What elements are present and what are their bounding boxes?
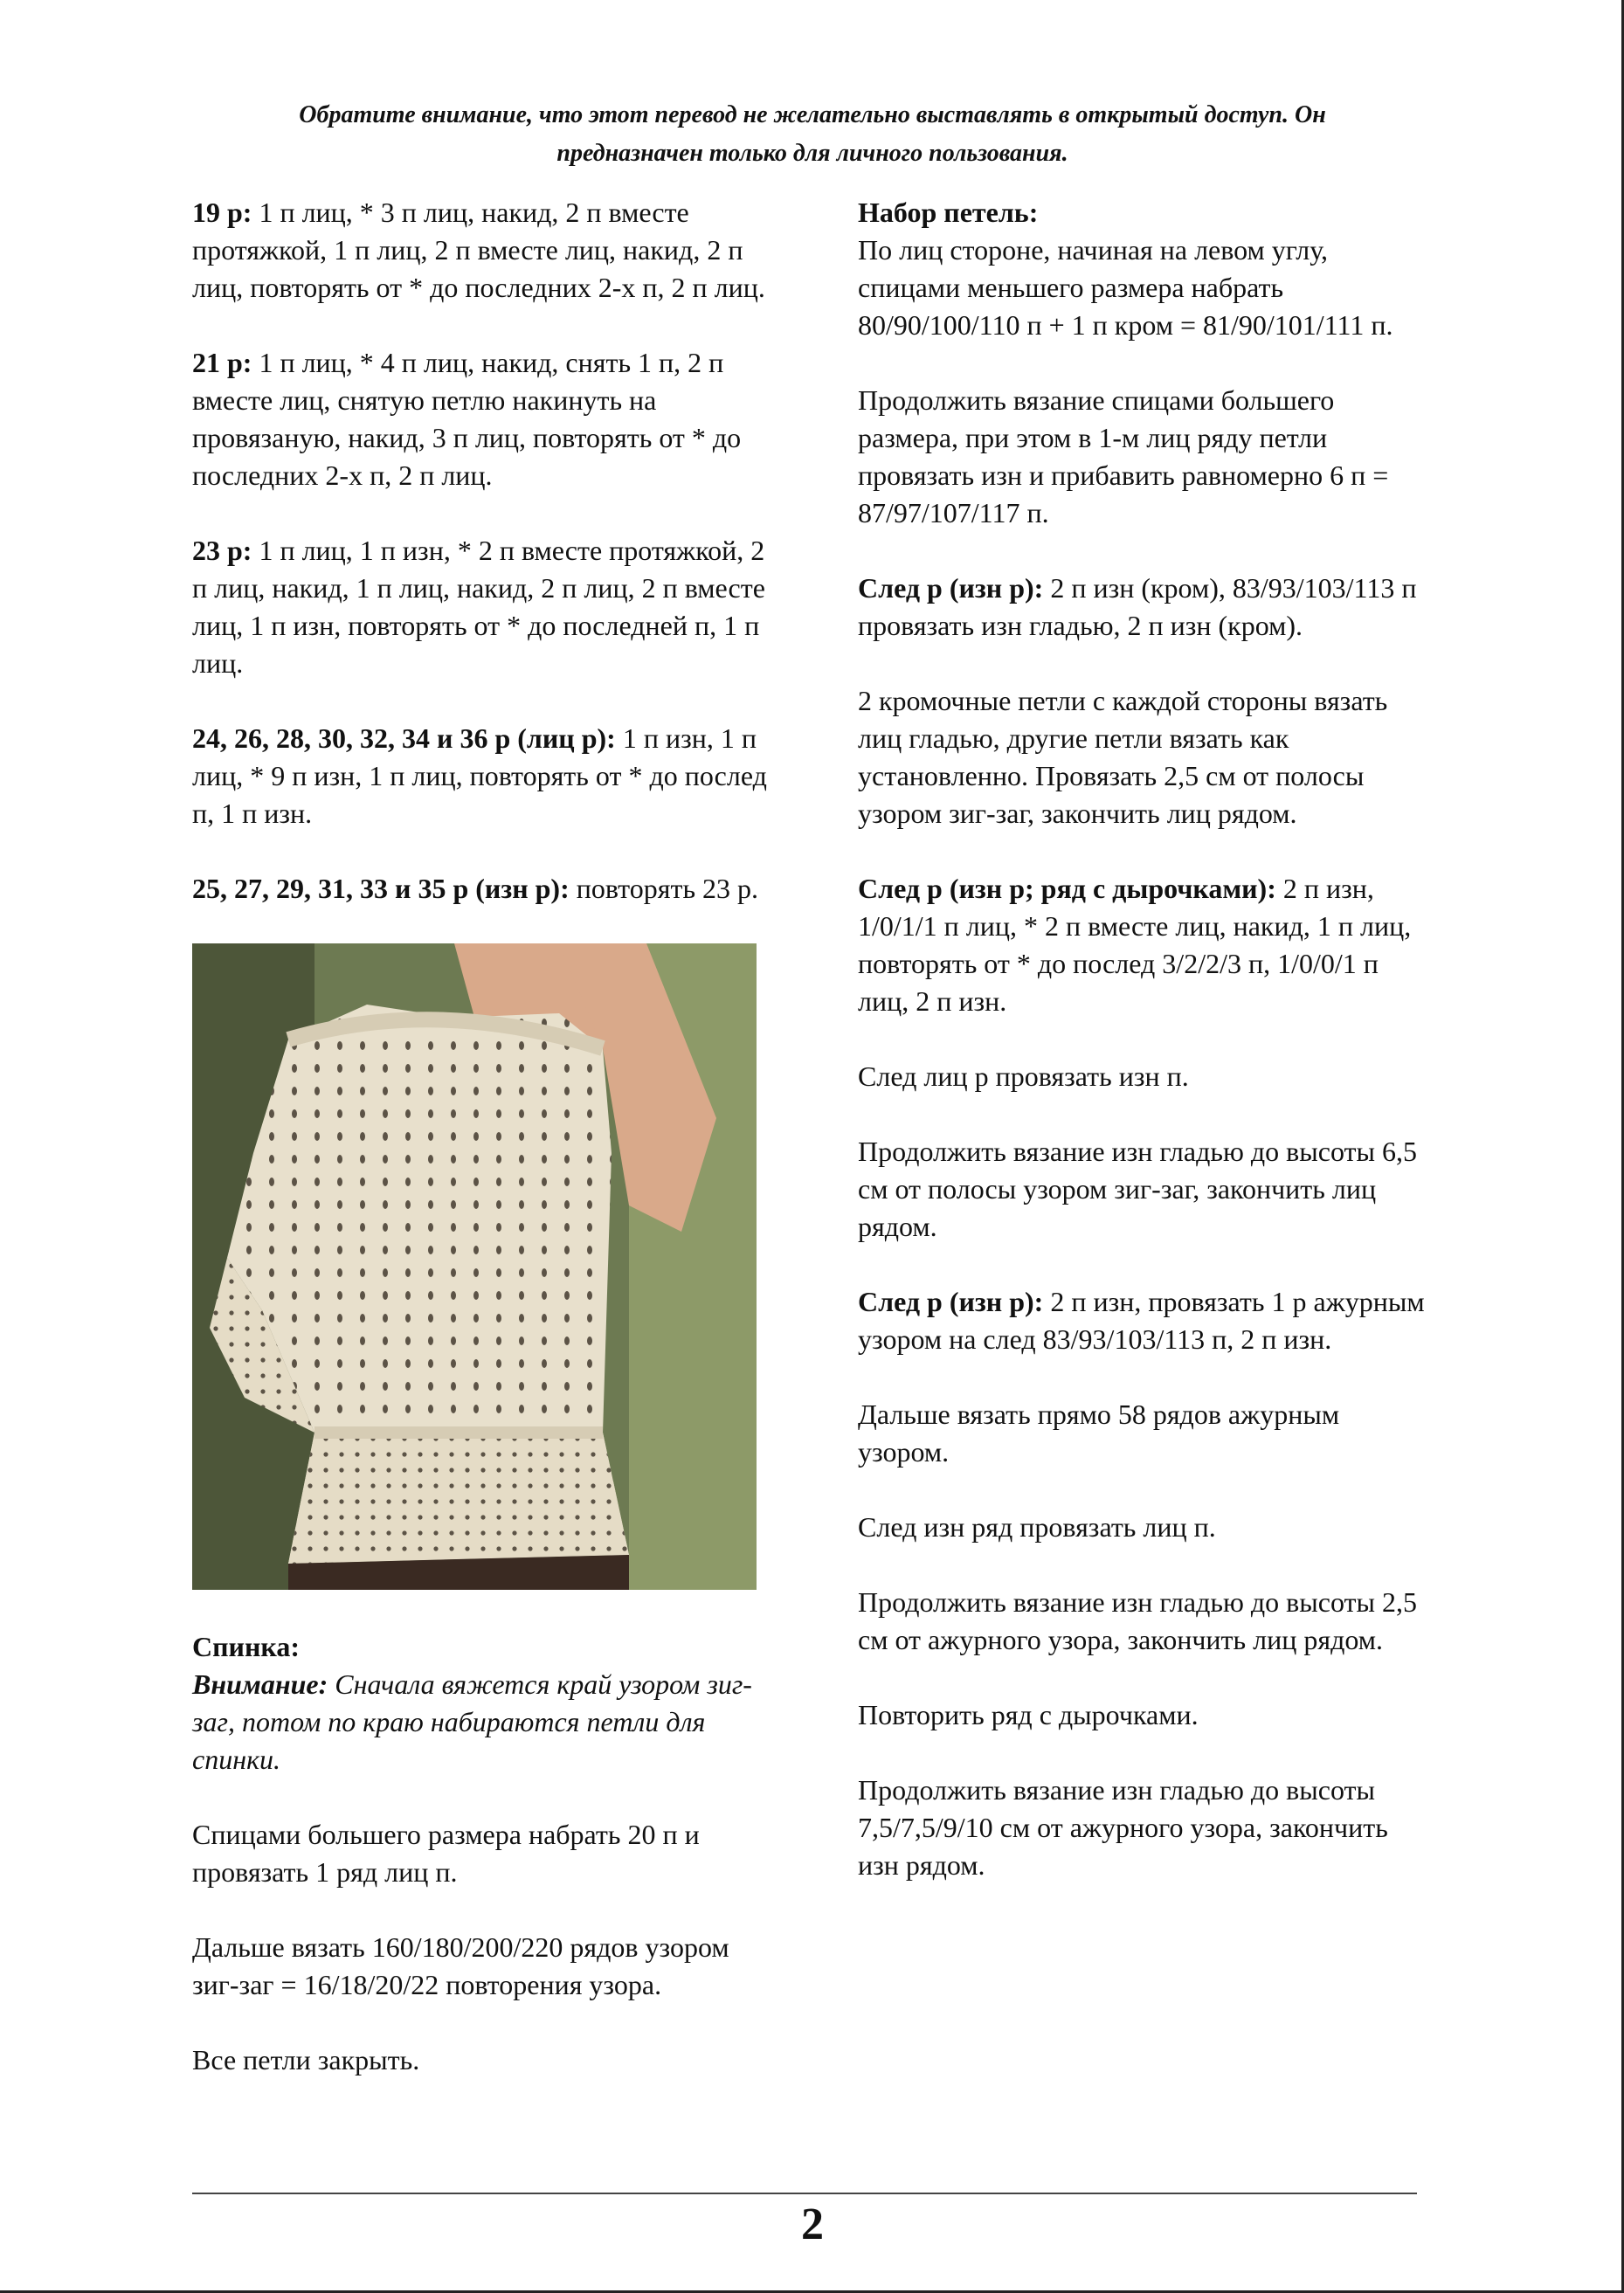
right-paragraph-5: След р (изн р; ряд с дырочками): 2 п изн, 1/0/1/1 п лиц, * 2 п вместе лиц, накид, 1 п лиц, повторять от * до послед 3/2/2/3 п, 1/0/0/1 п лиц, 2 п изн. — [858, 873, 1412, 1017]
row-23: 23 р: 1 п лиц, 1 п изн, * 2 п вместе протяжкой, 2 п лиц, накид, 1 п лиц, накид, 2 п лиц, 2 п вместе лиц, 1 п изн, повторять от * до последней п, 1 п лиц. — [192, 535, 765, 679]
right-paragraph-6: След лиц р провязать изн п. — [858, 1060, 1189, 1092]
back-note-label: Внимание: — [192, 1668, 328, 1700]
right-paragraph-7: Продолжить вязание изн гладью до высоты 6,5 см от полосы узором зиг-заг, закончить лиц рядом. — [858, 1136, 1418, 1242]
back-heading-block — [192, 1628, 769, 1778]
cast-on-heading: Набор петель: — [858, 197, 1039, 228]
back-section — [192, 1628, 769, 2079]
back-paragraph-1: Спицами большего размера набрать 20 п и провязать 1 ряд лиц п. — [192, 1819, 700, 1888]
back-paragraph-3: Все петли закрыть. — [192, 2044, 420, 2075]
row-19: 19 р: 1 п лиц, * 3 п лиц, накид, 2 п вместе протяжкой, 1 п лиц, 2 п вместе лиц, накид, 2 п лиц, повторять от * до последних 2-х п, 2 п лиц. — [192, 197, 765, 303]
right-paragraph-8: След р (изн р): 2 п изн, провязать 1 р ажурным узором на след 83/93/103/113 п, 2 п изн. — [858, 1286, 1425, 1355]
knitted-top-photo-icon — [192, 943, 757, 1590]
right-paragraph-9: Дальше вязать прямо 58 рядов ажурным узором. — [858, 1399, 1340, 1468]
right-paragraph-13: Продолжить вязание изн гладью до высоты 7,5/7,5/9/10 см от ажурного узора, закончить изн рядом. — [858, 1774, 1388, 1881]
right-paragraph-12: Повторить ряд с дырочками. — [858, 1699, 1199, 1730]
right-paragraph-10: След изн ряд провязать лиц п. — [858, 1511, 1216, 1543]
row-21: 21 р: 1 п лиц, * 4 п лиц, накид, снять 1 п, 2 п вместе лиц, снятую петлю накинуть на провязаную, накид, 3 п лиц, повторять от * до последних 2-х п, 2 п лиц. — [192, 347, 742, 491]
left-column-rows — [192, 194, 769, 983]
right-paragraph-2: Продолжить вязание спицами большего размера, при этом в 1-м лиц ряду петли провязать изн и прибавить равномерно 6 п = 87/97/107/117 п. — [858, 384, 1389, 528]
translation-notice — [192, 96, 1433, 173]
row-25-35: 25, 27, 29, 31, 33 и 35 р (изн р): повторять 23 р. — [192, 873, 759, 904]
notice-line-1: Обратите внимание, что этот перевод не желательно выставлять в открытый доступ. Он — [299, 101, 1326, 128]
notice-line-2: предназначен только для личного пользования. — [556, 140, 1068, 167]
back-note-text: Сначала вяжется край узором зиг-заг, потом по краю набираются петли для спинки. — [192, 1668, 752, 1775]
photo-illustration — [192, 943, 757, 1590]
back-heading: Спинка: — [192, 1631, 301, 1662]
back-paragraph-2: Дальше вязать 160/180/200/220 рядов узором зиг-заг = 16/18/20/22 повторения узора. — [192, 1931, 729, 2000]
right-paragraph-3: След р (изн р): 2 п изн (кром), 83/93/103/113 п провязать изн гладью, 2 п изн (кром). — [858, 572, 1417, 641]
page-number: 2 — [801, 2200, 824, 2249]
right-paragraph-4: 2 кромочные петли с каждой стороны вязать лиц гладью, другие петли вязать как установленно. Провязать 2,5 см от полосы узором зиг-заг, закончить лиц рядом. — [858, 685, 1388, 829]
cast-on-text: По лиц стороне, начиная на левом углу, спицами меньшего размера набрать 80/90/100/110 п + 1 п кром = 81/90/101/111 п. — [858, 234, 1393, 341]
right-paragraph-11: Продолжить вязание изн гладью до высоты 2,5 см от ажурного узора, закончить лиц рядом. — [858, 1586, 1418, 1655]
row-24-36: 24, 26, 28, 30, 32, 34 и 36 р (лиц р): 1 п изн, 1 п лиц, * 9 п изн, 1 п лиц, повторять от * до послед п, 1 п изн. — [192, 722, 767, 829]
cast-on-block — [858, 194, 1434, 344]
right-column — [858, 194, 1434, 1884]
